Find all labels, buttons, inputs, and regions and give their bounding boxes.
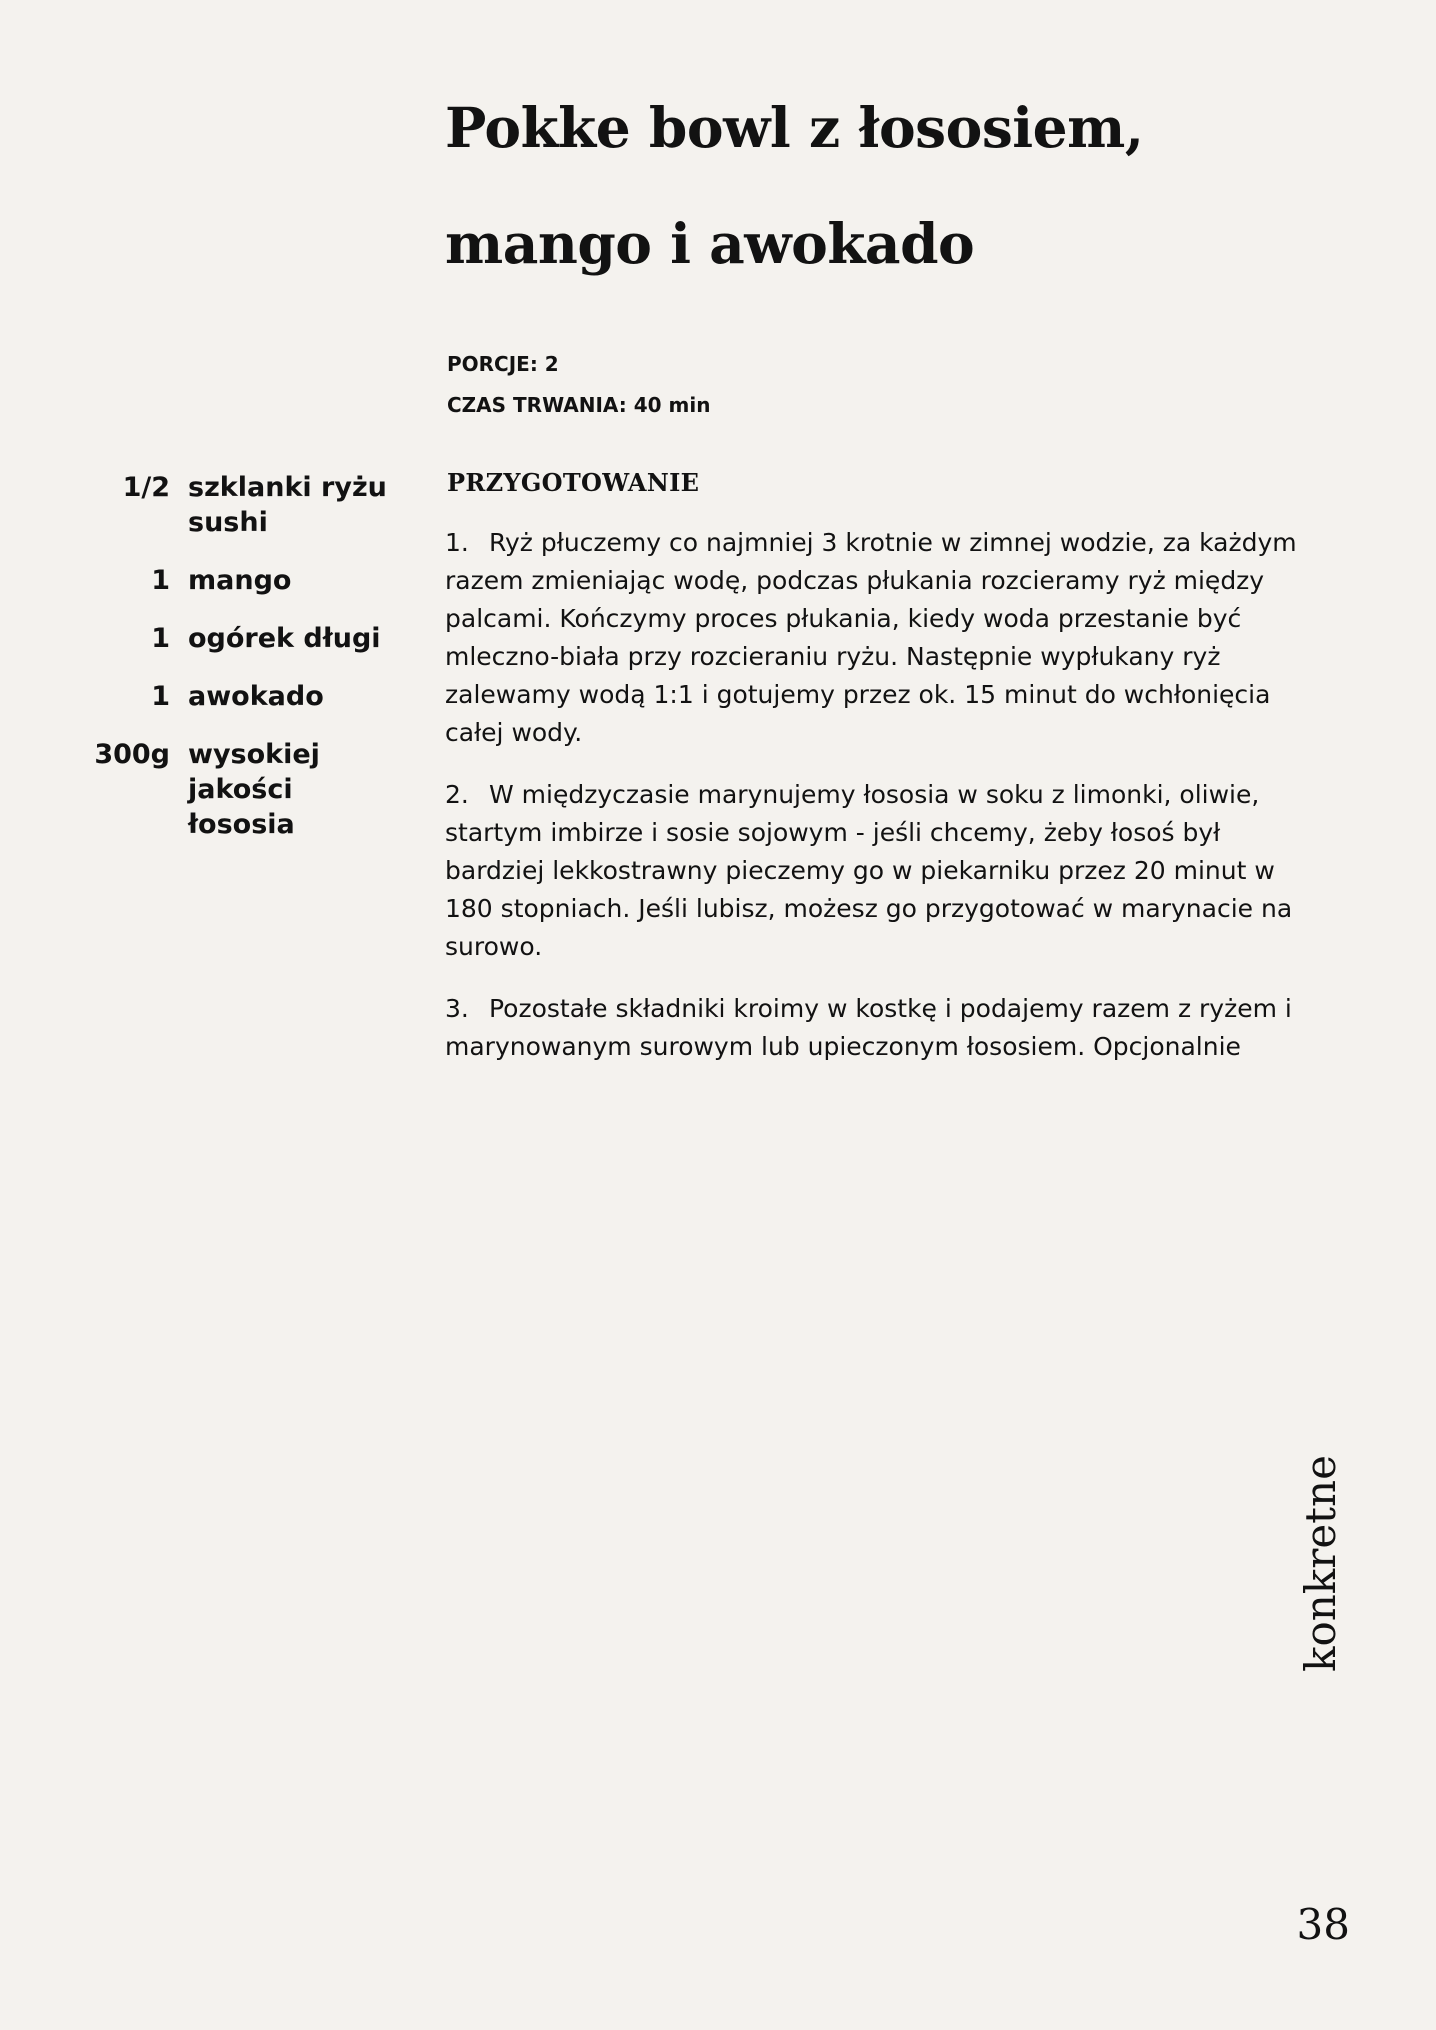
page-number: 38 (1296, 1900, 1350, 1949)
ingredient-item (80, 470, 390, 540)
duration: CZAS TRWANIA: 40 min (447, 393, 711, 417)
ingredient-name: szklanki ryżu sushi (188, 472, 387, 538)
ingredient-qty: 1 (151, 681, 170, 712)
ingredient-name: wysokiej jakości łososia (188, 739, 320, 840)
ingredient-name: ogórek długi (188, 623, 381, 654)
servings: PORCJE: 2 (447, 352, 559, 376)
ingredient-name: mango (188, 565, 292, 596)
step-number: 3. (445, 994, 469, 1023)
ingredient-qty: 1 (151, 565, 170, 596)
step-text: Pozostałe składniki kroimy w kostkę i podajemy razem z ryżem i marynowanym surowym lub upieczonym łososiem. Opcjonalnie (445, 994, 1292, 1061)
ingredient-qty: 300g (94, 739, 170, 770)
step-number: 2. (445, 780, 469, 809)
step-item (445, 990, 1325, 1066)
ingredient-qty: 1 (151, 623, 170, 654)
ingredient-item (80, 737, 390, 842)
step-item (445, 524, 1325, 752)
ingredient-list (80, 470, 390, 865)
ingredient-qty: 1/2 (122, 472, 170, 503)
step-number: 1. (445, 528, 469, 557)
preparation-steps (445, 524, 1325, 1090)
recipe-title: Pokke bowl z łososiem, mango i awokado (445, 95, 1144, 276)
step-text: W międzyczasie marynujemy łososia w soku z limonki, oliwie, startym imbirze i sosie sojowym - jeśli chcemy, żeby łosoś był bardziej lekkostrawny pieczemy go w piekarniku przez 20 minut w 180 stopniach. Jeśli lubisz, możesz go przygotować w marynacie na surowo. (445, 780, 1293, 961)
step-text: Ryż płuczemy co najmniej 3 krotnie w zimnej wodzie, za każdym razem zmieniając wodę, podczas płukania rozcieramy ryż między palcami. Kończymy proces płukania, kiedy woda przestanie być mleczno-biała przy rozcieraniu ryżu. Następnie wypłukany ryż zalewamy wodą 1:1 i gotujemy przez ok. 15 minut do wchłonięcia całej wody. (445, 528, 1297, 747)
preparation-heading: PRZYGOTOWANIE (447, 468, 700, 497)
recipe-meta (447, 344, 710, 426)
ingredient-item (80, 679, 390, 714)
ingredient-item (80, 621, 390, 656)
side-label: konkretne (1296, 1455, 1345, 1672)
ingredient-name: awokado (188, 681, 324, 712)
ingredient-item (80, 563, 390, 598)
step-item (445, 776, 1325, 966)
